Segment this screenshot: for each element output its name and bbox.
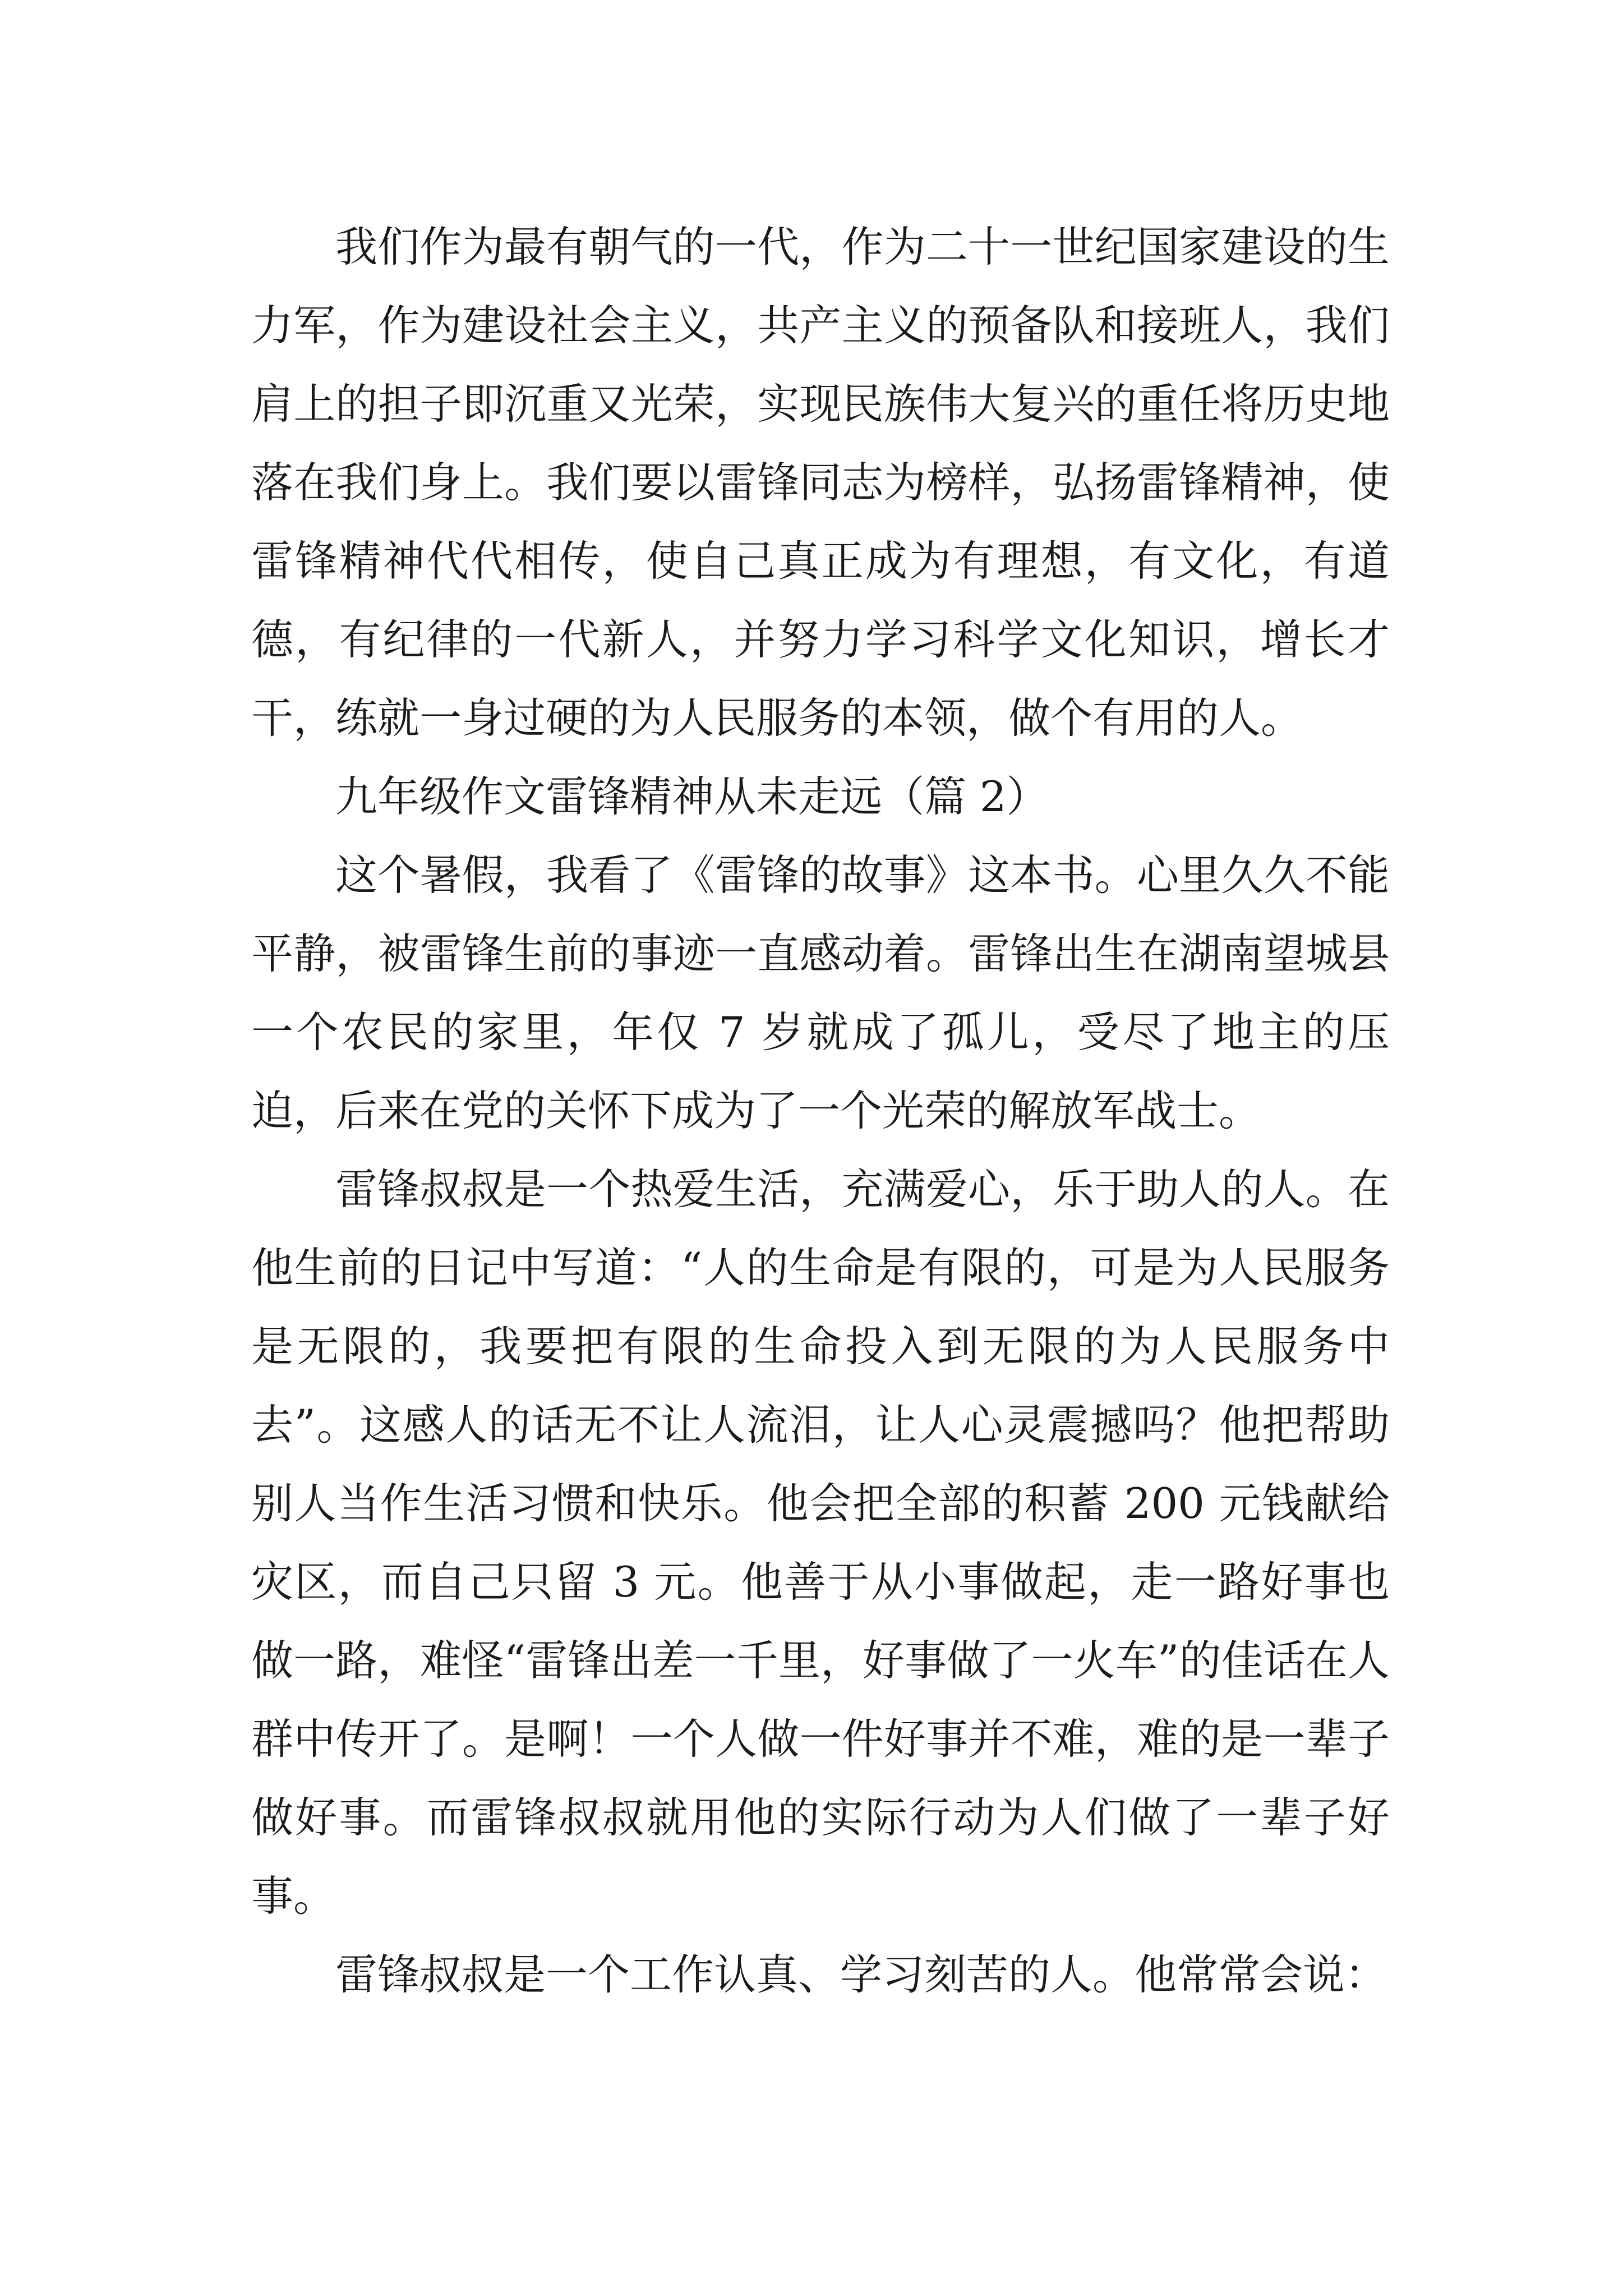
- paragraph: 雷锋叔叔是一个热爱生活，充满爱心，乐于助人的人。在他生前的日记中写道：“人的生命是有限的，可是为人民服务是无限的，我要把有限的生命投入到无限的为人民服务中去”。这感人的话无不让人流泪，让人心灵震撼吗？他把帮助别人当作生活习惯和快乐。他会把全部的积蓄 200 元钱献给灾区，而自己只留 3 元。他善于从小事做起，走一路好事也做一路，难怪“雷锋出差一千里，好事做了一火车”的佳话在人群中传开了。是啊！一个人做一件好事并不难，难的是一辈子做好事。而雷锋叔叔就用他的实际行动为人们做了一辈子好事。: [251, 1165, 1390, 1921]
- paragraph: 这个暑假，我看了《雷锋的故事》这本书。心里久久不能平静，被雷锋生前的事迹一直感动着。雷锋出生在湖南望城县一个农民的家里，年仅 7 岁就成了孤儿，受尽了地主的压迫，后来在党的关怀下成为了一个光荣的解放军战士。: [251, 850, 1390, 1135]
- section-heading: 九年级作文雷锋精神从未走远（篇 2）: [335, 772, 1049, 821]
- paragraph: 雷锋叔叔是一个工作认真、学习刻苦的人。他常常会说：: [335, 1950, 1387, 1999]
- document-body: [251, 208, 1390, 2014]
- paragraph: 我们作为最有朝气的一代，作为二十一世纪国家建设的生力军，作为建设社会主义，共产主义的预备队和接班人，我们肩上的担子即沉重又光荣，实现民族伟大复兴的重任将历史地落在我们身上。我们要以雷锋同志为榜样，弘扬雷锋精神，使雷锋精神代代相传，使自己真正成为有理想，有文化，有道德，有纪律的一代新人，并努力学习科学文化知识，增长才干，练就一身过硬的为人民服务的本领，做个有用的人。: [251, 222, 1390, 743]
